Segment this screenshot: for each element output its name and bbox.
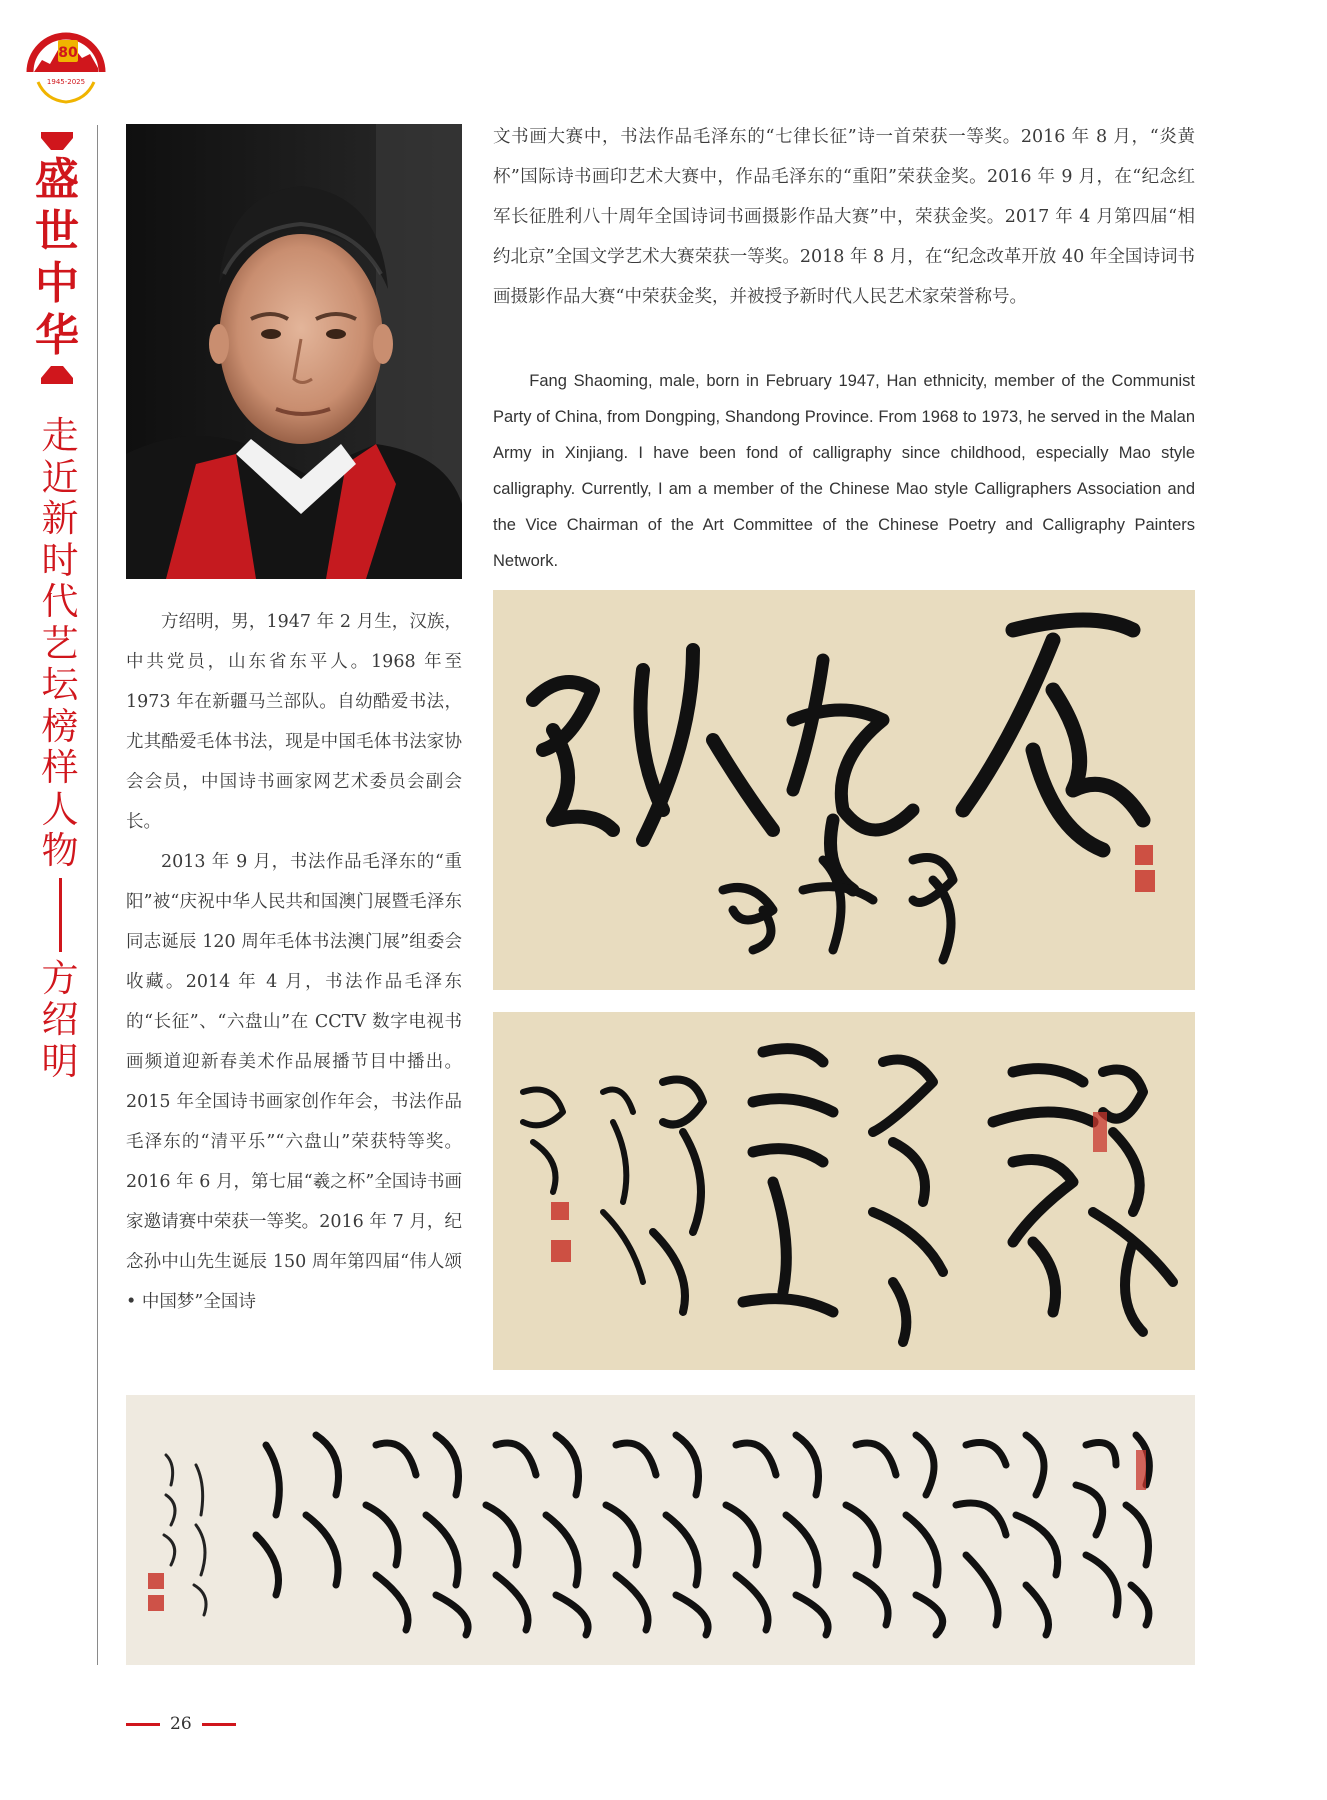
calligraphy-image-2: [493, 1012, 1195, 1370]
bio-paragraph: 2013 年 9 月，书法作品毛泽东的“重阳”被“庆祝中华人民共和国澳门展暨毛泽东同志诞辰 120 周年毛体书法澳门展”组委会收藏。2014 年 4 月，书法作品毛泽东的“长征”、“六盘山”在 CCTV 数字电视书画频道迎新春美术作品展播节目中播出。2015 年全国诗书画家创作年会，书法作品毛泽东的“清平乐”“六盘山”荣获特等奖。2016 年 6 月，第七届“羲之杯”全国诗书画家邀请赛中荣获一等奖。2016 年 7 月，纪念孙中山先生诞辰 150 周年第四届“伟人颂 • 中国梦”全国诗: [126, 852, 462, 1312]
biography-right: 文书画大赛中，书法作品毛泽东的“七律长征”诗一首荣获一等奖。2016 年 8 月，“炎黄杯”国际诗书画印艺术大赛中，作品毛泽东的“重阳”荣获金奖。2016 年 9 月，在“纪念红军长征胜利八十周年全国诗词书画摄影作品大赛”中，荣获金奖。2017 年 4 月第四届“相约北京”全国文学艺术大赛荣获一等奖。2018 年 8 月，在“纪念改革开放 40 年全国诗词书画摄影作品大赛“中荣获金奖，并被授予新时代人民艺术家荣誉称号。: [493, 127, 1195, 307]
subject-name-char: 绍: [41, 998, 79, 1041]
calligraphy-artwork-2: [493, 1012, 1195, 1370]
calligraphy-image-3: [126, 1395, 1195, 1665]
footer-bar-right: [202, 1723, 236, 1726]
section-char: 华: [35, 310, 79, 361]
section-char: 中: [35, 258, 79, 309]
vertical-title: [35, 415, 85, 1082]
page-number: 26: [170, 1714, 192, 1734]
bio-paragraph: 方绍明，男，1947 年 2 月生，汉族，中共党员，山东省东平人。1968 年至 1973 年在新疆马兰部队。自幼酷爱书法，尤其酷爱毛体书法，现是中国毛体书法家协会会员，中国诗书画家网艺术委员会副会长。: [126, 612, 462, 832]
anniversary-logo: [20, 20, 112, 112]
subject-name-char: 明: [41, 1039, 79, 1083]
vertical-title-char: 走: [41, 414, 79, 457]
footer-bar-left: [126, 1723, 160, 1726]
section-char: 盛: [35, 154, 79, 205]
calligraphy-image-1: [493, 590, 1195, 990]
bracket-open: [32, 128, 82, 154]
vertical-title-char: 样: [41, 746, 79, 789]
biography-left: [126, 602, 462, 1322]
bracket-close: [32, 362, 82, 388]
vertical-title-char: 坛: [41, 663, 79, 706]
anniversary-great-wall-icon: [20, 20, 112, 112]
subject-name-char: 方: [41, 956, 79, 1000]
logo-years: 1945-2025: [46, 78, 86, 86]
page-footer: [126, 1712, 236, 1736]
vertical-title-char: 新: [41, 497, 79, 540]
title-dash: [59, 878, 62, 952]
column-divider: [97, 125, 98, 1665]
portrait-photo: [126, 124, 462, 579]
section-name: [32, 154, 82, 362]
biography-english: Fang Shaoming, male, born in February 1947, Han ethnicity, member of the Communist Party of China, from Dongping, Shandong Province. From 1968 to 1973, he served in the Malan Army in Xinjiang. I have been fond of calligraphy since childhood, especially Mao style calligraphy. Currently, I am a member of the Chinese Mao style Calligraphers Association and the Vice Chairman of the Art Committee of the Chinese Poetry and Calligraphy Painters Network.: [493, 372, 1195, 570]
vertical-title-char: 代: [41, 580, 79, 623]
calligraphy-artwork-3: [126, 1395, 1195, 1665]
vertical-title-char: 榜: [41, 704, 79, 748]
section-char: 世: [35, 206, 79, 257]
vertical-title-char: 时: [41, 538, 79, 582]
vertical-title-char: 艺: [41, 621, 79, 665]
vertical-title-char: 物: [41, 829, 79, 872]
logo-number: 80: [58, 45, 78, 61]
calligraphy-artwork-1: [493, 590, 1195, 990]
vertical-title-char: 人: [41, 787, 79, 831]
section-tag: [32, 128, 82, 388]
vertical-title-char: 近: [41, 455, 79, 499]
